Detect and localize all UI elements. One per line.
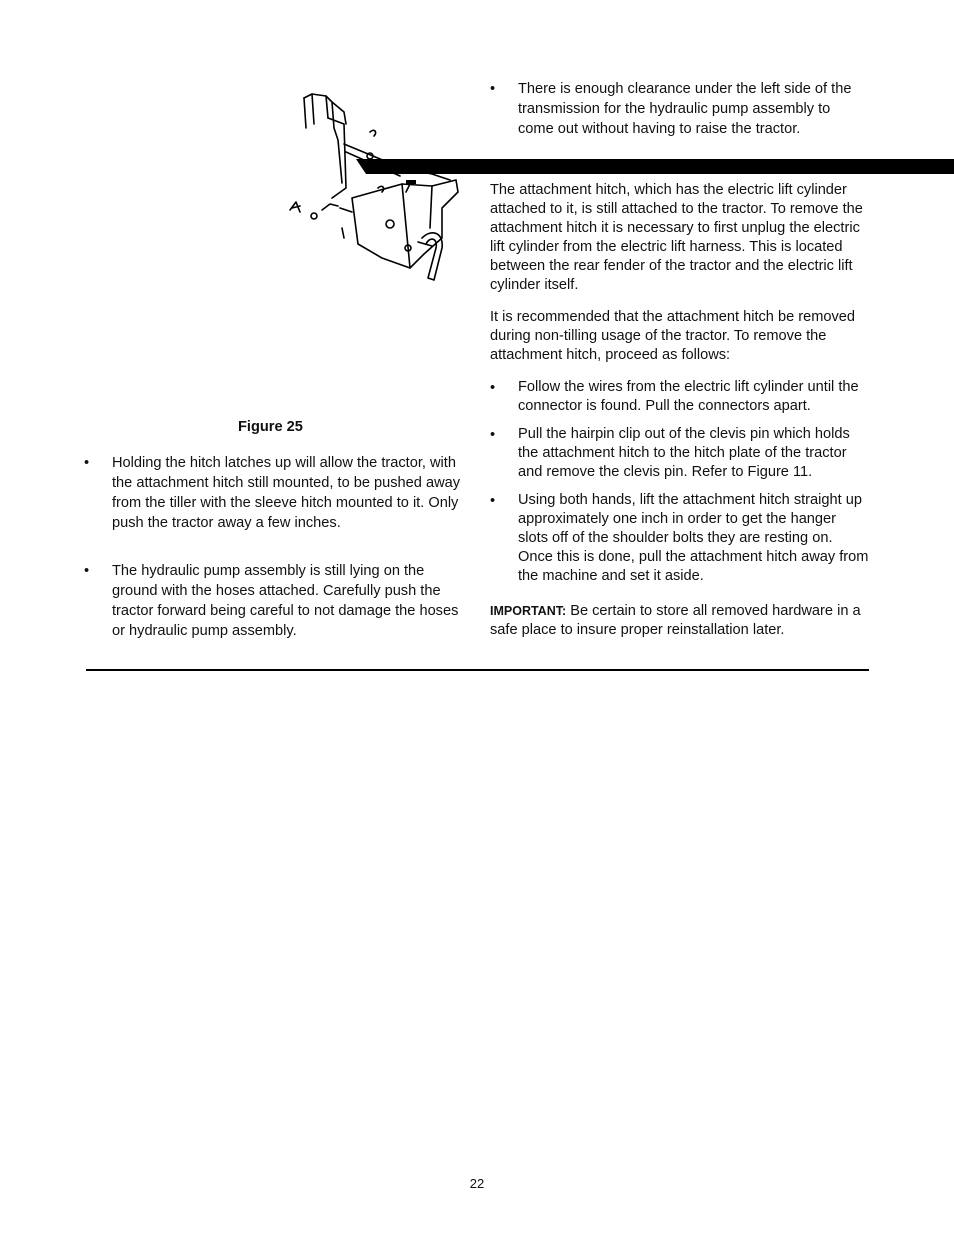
page-number: 22	[469, 1176, 485, 1191]
section-divider	[86, 669, 869, 671]
section-bar-arrow	[356, 159, 366, 174]
important-note	[490, 602, 870, 640]
right-bullet-item	[490, 491, 870, 584]
attachment-hitch-drawing	[282, 88, 467, 288]
paragraph-recommendation: It is recommended that the attachment hitch be removed during non-tilling usage of the tractor. To remove the attachment hitch, proceed as follows:	[490, 309, 856, 363]
important-label: IMPORTANT:	[490, 604, 567, 618]
bullet-marker: •	[490, 427, 496, 443]
left-bullet-text: The hydraulic pump assembly is still lying on the ground with the hoses attached. Carefully push the tractor forward being careful to not damage the hoses or hydraulic pump assembly.	[112, 563, 459, 639]
bullet-marker: •	[84, 563, 90, 579]
bullet-marker: •	[490, 380, 496, 396]
section-heading-bar	[366, 159, 954, 174]
figure-caption: Figure 25	[238, 419, 303, 435]
paragraph-attachment-hitch: The attachment hitch, which has the electric lift cylinder attached to it, is still attached to the tractor. To remove the attachment hitch it is necessary to first unplug the electric lift cylinder from the electric lift harness. This is located between the rear fender of the tractor and the electric lift cylinder itself.	[490, 182, 863, 293]
left-bullet-item	[84, 561, 464, 641]
right-top-bullet-text: There is enough clearance under the left side of the transmission for the hydraulic pump assembly to come out without having to raise the tractor.	[518, 81, 852, 137]
important-text: Be certain to store all removed hardware in a safe place to insure proper reinstallation later.	[490, 603, 861, 638]
right-bullet-item	[490, 378, 870, 418]
right-bullet-text: Using both hands, lift the attachment hitch straight up approximately one inch in order to get the hanger slots off of the shoulder bolts they are resting on. Once this is done, pull the attachment hitch away from the machine and set it aside.	[518, 492, 869, 584]
bullet-marker: •	[84, 455, 90, 471]
right-bullet-text: Pull the hairpin clip out of the clevis pin which holds the attachment hitch to the hitch plate of the tractor and remove the clevis pin. Refer to Figure 11.	[518, 426, 850, 480]
left-bullet-text: Holding the hitch latches up will allow the tractor, with the attachment hitch still mounted, to be pushed away from the tiller with the sleeve hitch mounted to it. Only push the tractor away a few inches.	[112, 455, 461, 531]
bullet-marker: •	[490, 493, 496, 509]
right-bullet-item	[490, 425, 870, 485]
right-top-bullet	[490, 79, 870, 139]
figure-25-illustration	[282, 88, 467, 288]
left-bullet-item	[84, 453, 464, 553]
right-bullet-text: Follow the wires from the electric lift cylinder until the connector is found. Pull the connectors apart.	[518, 379, 859, 414]
bullet-marker: •	[490, 81, 496, 97]
